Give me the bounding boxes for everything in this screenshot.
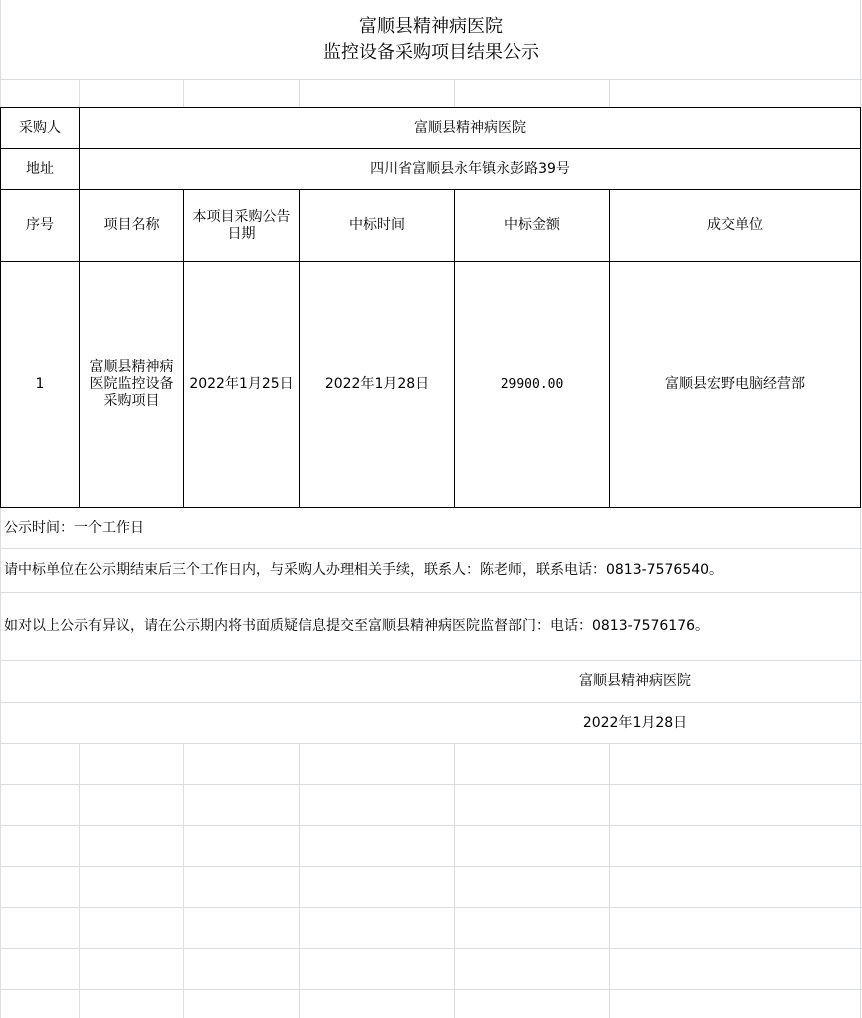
header-amount: 中标金额 bbox=[504, 217, 560, 233]
row-award-time: 2022年1月28日 bbox=[324, 376, 430, 392]
publicity-period-value: 一个工作日 bbox=[74, 519, 144, 536]
grid-line bbox=[0, 989, 862, 990]
grid-line bbox=[0, 743, 862, 744]
document-title bbox=[0, 10, 862, 70]
publicity-period-label: 公示时间： bbox=[4, 519, 74, 536]
grid-line bbox=[0, 784, 862, 785]
grid-line bbox=[454, 79, 455, 107]
grid-line bbox=[609, 79, 610, 107]
purchaser-label: 采购人 bbox=[19, 119, 61, 136]
purchaser-value: 富顺县精神病医院 bbox=[414, 119, 526, 136]
contact-note: 请中标单位在公示期结束后三个工作日内，与采购人办理相关手续，联系人：陈老师，联系电话：0813-7576540。 bbox=[4, 562, 724, 578]
grid-line bbox=[183, 743, 184, 1018]
row-seq: 1 bbox=[35, 376, 45, 392]
grid-line bbox=[0, 660, 862, 661]
header-winner: 成交单位 bbox=[707, 217, 763, 233]
title-line-2: 监控设备采购项目结果公示 bbox=[323, 42, 539, 63]
address-label: 地址 bbox=[26, 160, 54, 177]
grid-line bbox=[0, 866, 862, 867]
row-amount: 29900.00 bbox=[500, 377, 564, 392]
header-project-name: 项目名称 bbox=[103, 217, 160, 233]
grid-line bbox=[0, 907, 862, 908]
grid-line bbox=[0, 79, 862, 80]
header-award-time: 中标时间 bbox=[349, 217, 405, 233]
table-border bbox=[860, 107, 861, 508]
row-project-name: 富顺县精神病医院监控设备采购项目 bbox=[89, 359, 174, 409]
header-seq: 序号 bbox=[26, 217, 54, 233]
grid-line bbox=[299, 743, 300, 1018]
grid-line bbox=[0, 825, 862, 826]
signature-org: 富顺县精神病医院 bbox=[579, 673, 691, 689]
row-notice-date: 2022年1月25日 bbox=[189, 376, 294, 392]
grid-line bbox=[0, 702, 862, 703]
objection-note: 如对以上公示有异议，请在公示期内将书面质疑信息提交至富顺县精神病医院监督部门：电话：0813-7576176。 bbox=[4, 618, 710, 634]
grid-line bbox=[183, 79, 184, 107]
grid-line bbox=[609, 743, 610, 1018]
row-winner: 富顺县宏野电脑经营部 bbox=[665, 376, 805, 392]
header-notice-date: 本项目采购公告日期 bbox=[192, 208, 291, 242]
grid-line bbox=[299, 79, 300, 107]
signature-date: 2022年1月28日 bbox=[582, 714, 688, 731]
publicity-period bbox=[0, 508, 862, 548]
grid-line bbox=[0, 948, 862, 949]
grid-line bbox=[79, 79, 80, 107]
grid-line bbox=[454, 743, 455, 1018]
address-value: 四川省富顺县永年镇永彭路39号 bbox=[370, 160, 570, 177]
title-line-1: 富顺县精神病医院 bbox=[359, 16, 503, 37]
grid-line bbox=[79, 743, 80, 1018]
